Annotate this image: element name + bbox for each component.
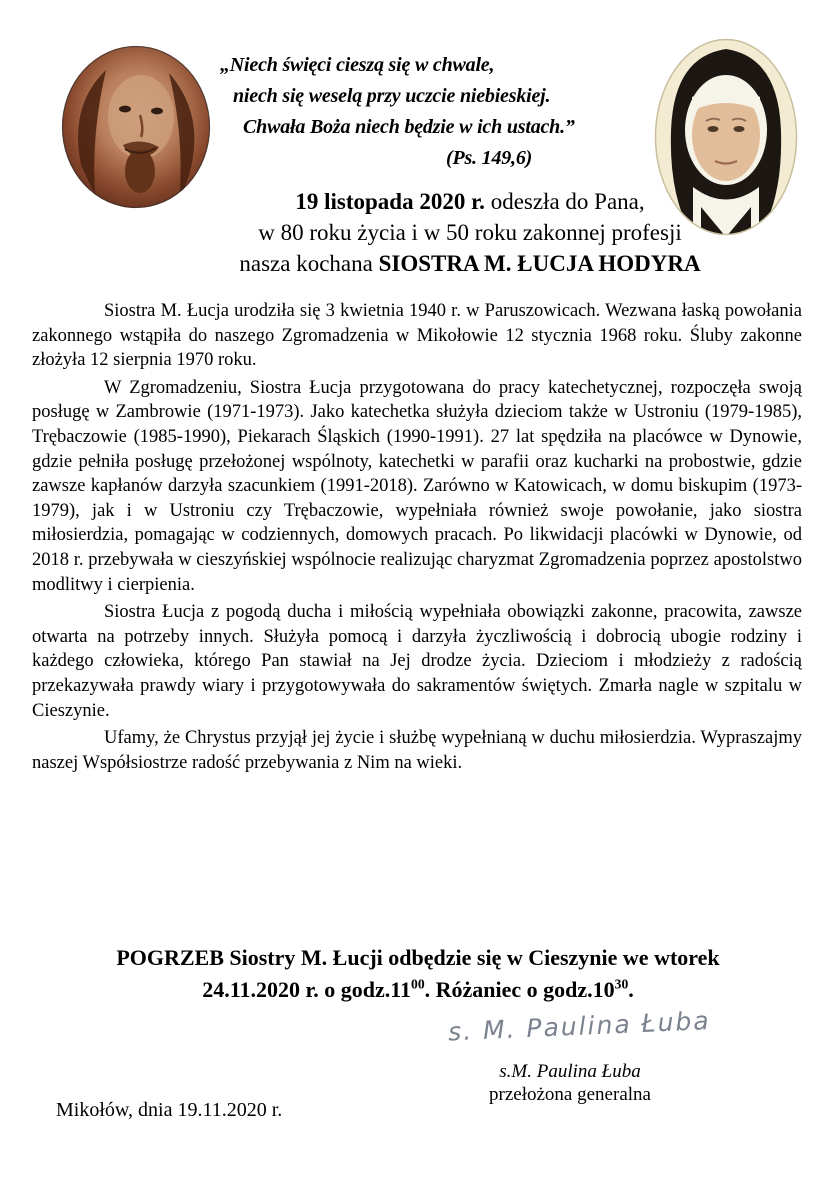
psalm-quote — [220, 50, 575, 174]
place-date-line: Mikołów, dnia 19.11.2020 r. — [56, 1099, 283, 1121]
psalm-reference: (Ps. 149,6) — [446, 147, 533, 169]
psalm-quote-line: niech się weselą przy uczcie niebieskiej. — [233, 85, 551, 107]
funeral-notice-line2 — [0, 974, 836, 1006]
funeral-time-superscript: 00 — [411, 976, 425, 992]
biography-paragraph: W Zgromadzeniu, Siostra Łucja przygotowana do pracy katechetycznej, rozpoczęła swoją posługę w Zambrowie (1971-1973). Jako katechetka służyła dzieciom także w Ustroniu (1979-1985), Trębaczowie (1985-1990), Piekarach Śląskich (1990-1991). 27 lat spędziła na placówce w Dynowie, gdzie pełniła posługę przełożonej wspólnoty, katechetki w parafii oraz kucharki na probostwie, gdzie zawsze kapłanów darzyła szacunkiem (1991-2018). Zarówno w Katowicach, w domu biskupim (1973-1979), jak i w Ustroniu czy Trębaczowie, wypełniała również swoje powołanie, jako siostra miłosierdzia, pomagając w codziennych, domowych pracach. Po likwidacji placówki w Dynowie, od 2018 r. przebywała w cieszyńskiej wspólnocie realizując charyzmat Zgromadzenia poprzez apostolstwo modlitwy i cierpienia. — [32, 377, 802, 595]
biography-paragraph: Siostra Łucja z pogodą ducha i miłością wypełniała obowiązki zakonne, pracowita, zawsze otwarta na potrzeby innych. Służyła pomocą i darzyła życzliwością i dobrocią ubogie rodziny i każdego człowieka, którego Pan stawiał na Jej drodze życia. Dzieciom i młodzieży z radością przekazywała prawdy wiary i przygotowywała do sakramentów świętych. Zmarła nagle w szpitalu w Cieszynie. — [32, 602, 802, 721]
name-line-prefix: nasza kochana — [239, 251, 379, 276]
rosary-time-text: . Różaniec o godz.10 — [424, 977, 615, 1002]
death-date-line — [105, 186, 835, 217]
funeral-line-period: . — [628, 977, 634, 1002]
death-date: 19 listopada 2020 r. — [295, 189, 485, 214]
jesus-portrait-graphic — [61, 45, 211, 209]
funeral-time-text: 24.11.2020 r. o godz.11 — [202, 977, 412, 1002]
deceased-name: SIOSTRA M. ŁUCJA HODYRA — [378, 251, 701, 276]
psalm-quote-line: „Niech święci cieszą się w chwale, — [220, 54, 495, 76]
jesus-portrait-image — [61, 45, 211, 209]
typed-signature-block — [420, 1060, 720, 1106]
biography-paragraph: Ufamy, że Chrystus przyjął jej życie i służbę wypełnianą w duchu miłosierdzia. Wypraszajmy naszej Współsiostrze radość przebywania z Nim na wieki. — [32, 728, 802, 773]
funeral-notice — [0, 942, 836, 1006]
rosary-time-superscript: 30 — [614, 976, 629, 992]
biography-text — [32, 299, 802, 775]
funeral-notice-line1: POGRZEB Siostry M. Łucji odbędzie się w Cieszynie we wtorek — [116, 945, 720, 970]
death-line-rest: odeszła do Pana, — [484, 189, 645, 214]
psalm-quote-line: Chwała Boża niech będzie w ich ustach.” — [243, 116, 575, 138]
biography-paragraph: Siostra M. Łucja urodziła się 3 kwietnia 1940 r. w Paruszowicach. Wezwana łaską powołania zakonnego wstąpiła do naszego Zgromadzenia w Mikołowie 12 stycznia 1968 roku. Śluby zakonne złożyła 12 sierpnia 1970 roku. — [32, 301, 802, 371]
handwritten-signature: s. M. Paulina Łuba — [447, 1006, 712, 1047]
age-profession-line: w 80 roku życia i w 50 roku zakonnej profesji — [258, 220, 682, 245]
signature-role: przełożona generalna — [489, 1084, 651, 1105]
death-announcement-header — [105, 186, 835, 279]
signature-name: s.M. Paulina Łuba — [499, 1061, 641, 1082]
name-line — [105, 248, 835, 279]
